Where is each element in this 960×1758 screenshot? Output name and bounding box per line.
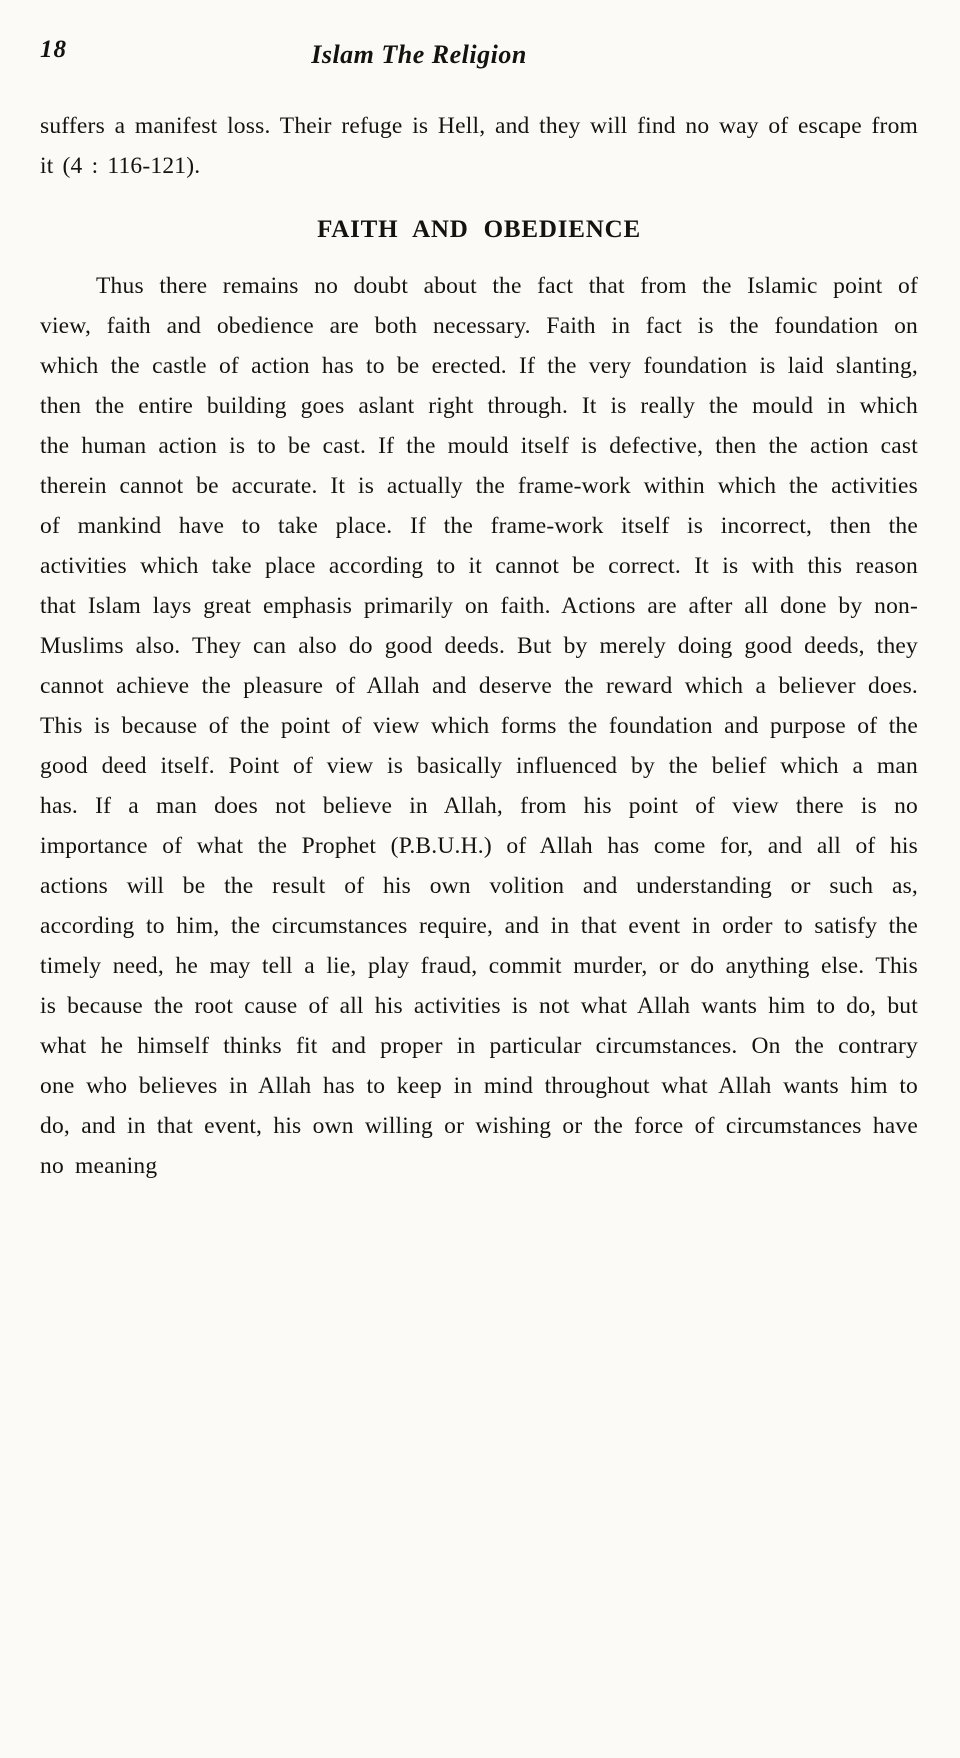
paragraph-main: Thus there remains no doubt about the fact that from the Islamic point of view, faith and obedience are both necessary. Faith in fact is the foundation on which the castle of action has to be erected. If the very foundation is laid slanting, then the entire building goes aslant right through. It is really the mould in which the human action is to be cast. If the mould itself is defective, then the action cast therein cannot be accurate. It is actually the frame-work within which the activities of mankind have to take place. If the frame-work itself is incorrect, then the activities which take place according to it cannot be correct. It is with this reason that Islam lays great emphasis primarily on faith. Actions are after all done by non-Muslims also. They can also do good deeds. But by merely doing good deeds, they cannot achieve the pleasure of Allah and deserve the reward which a believer does. This is because of the point of view which forms the foundation and purpose of the good deed itself. Point of view is basically influenced by the belief which a man has. If a man does not believe in Allah, from his point of view there is no importance of what the Prophet (P.B.U.H.) of Allah has come for, and all of his actions will be the result of his own volition and understanding or such as, according to him, the circumstances require, and in that event in order to satisfy the timely need, he may tell a lie, play fraud, commit murder, or do anything else. This is because the root cause of all his activities is not what Allah wants him to do, but what he himself thinks fit and proper in particular circumstances. On the contrary one who believes in Allah has to keep in mind throughout what Allah wants him to do, and in that event, his own willing or wishing or the force of circumstances have no meaning — [40, 273, 918, 1179]
running-title: Islam The Religion — [311, 40, 527, 69]
page-header — [40, 34, 918, 78]
page-number: 18 — [40, 36, 67, 63]
section-heading: FAITH AND OBEDIENCE — [317, 216, 641, 243]
paragraph-continuation: suffers a manifest loss. Their refuge is Hell, and they will find no way of escape from it (4 : 116-121). — [40, 113, 918, 179]
